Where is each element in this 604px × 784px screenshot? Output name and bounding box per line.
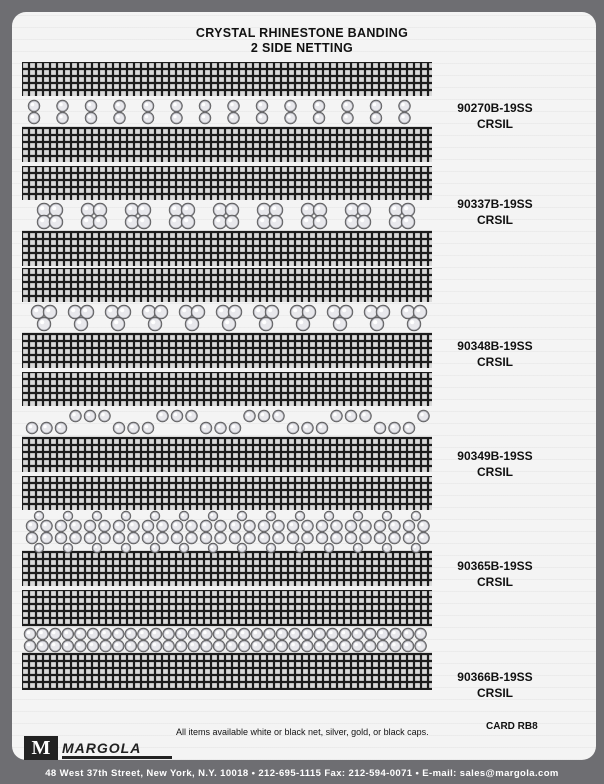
rhinestone — [24, 640, 36, 652]
rhinestone — [402, 640, 414, 652]
rhinestone — [179, 511, 189, 521]
rhinestone — [301, 640, 313, 652]
rhinestone — [55, 532, 67, 544]
rhinestone — [125, 628, 137, 640]
rhinestone — [112, 640, 124, 652]
rhinestone — [92, 511, 102, 521]
rhinestone — [171, 410, 183, 422]
rhinestone — [324, 511, 334, 521]
rhinestone — [364, 628, 376, 640]
rhinestone — [259, 317, 273, 331]
rhinestone — [98, 410, 110, 422]
rhinestone — [98, 520, 110, 532]
sample-label — [440, 448, 550, 480]
rhinestone — [243, 532, 255, 544]
rhinestone — [127, 532, 139, 544]
netting — [22, 232, 432, 266]
sample-90365B — [22, 476, 432, 586]
netting — [22, 268, 432, 302]
rhinestone — [34, 511, 44, 521]
rhinestone — [188, 628, 200, 640]
rhinestone — [288, 628, 300, 640]
rhinestone — [170, 100, 182, 112]
rhinestone — [87, 640, 99, 652]
rhinestone — [401, 215, 415, 229]
rhinestone — [55, 520, 67, 532]
item-finish: CRSIL — [477, 355, 513, 369]
rhinestone — [411, 511, 421, 521]
rhinestone — [402, 628, 414, 640]
rhinestone — [403, 422, 415, 434]
rhinestone — [171, 532, 183, 544]
rhinestone — [229, 422, 241, 434]
rhinestone — [229, 532, 241, 544]
item-code: 90348B-19SS — [457, 339, 533, 353]
item-code: 90349B-19SS — [457, 449, 533, 463]
rhinestone — [214, 422, 226, 434]
rhinestone — [301, 422, 313, 434]
rhinestone — [316, 422, 328, 434]
sample-label — [440, 558, 550, 590]
rhinestone — [351, 640, 363, 652]
margola-logo — [24, 736, 174, 760]
rhinestone — [339, 628, 351, 640]
netting — [22, 334, 432, 368]
card-number: CARD RB8 — [486, 721, 538, 732]
rhinestone — [301, 628, 313, 640]
rhinestone — [227, 112, 239, 124]
rhinestone — [398, 112, 410, 124]
rhinestone — [263, 628, 275, 640]
rhinestone — [243, 410, 255, 422]
rhinestone — [199, 112, 211, 124]
rhinestone — [148, 317, 162, 331]
rhinestone — [63, 543, 73, 553]
rhinestone — [326, 640, 338, 652]
sample-90349B — [22, 372, 432, 472]
rhinestone — [162, 640, 174, 652]
rhinestone — [49, 640, 61, 652]
rhinestone — [56, 112, 68, 124]
rhinestone — [351, 628, 363, 640]
rhinestone — [389, 640, 401, 652]
rhinestone — [238, 628, 250, 640]
rhinestone — [62, 628, 74, 640]
logo-mark-icon: M — [24, 736, 58, 760]
rhinestone — [225, 640, 237, 652]
rhinestone — [251, 640, 263, 652]
rhinestone — [225, 215, 239, 229]
rhinestone — [69, 532, 81, 544]
rhinestone — [142, 100, 154, 112]
rhinestone — [185, 410, 197, 422]
rhinestone — [417, 532, 429, 544]
rhinestone — [411, 543, 421, 553]
rhinestone — [370, 317, 384, 331]
rhinestone — [345, 410, 357, 422]
rhinestone — [99, 640, 111, 652]
rhinestone — [55, 422, 67, 434]
banding-swatch — [22, 590, 432, 690]
rhinestone — [243, 520, 255, 532]
rhinestone — [357, 215, 371, 229]
rhinestone — [295, 511, 305, 521]
rhinestone — [227, 100, 239, 112]
rhinestone — [213, 628, 225, 640]
rhinestone — [113, 532, 125, 544]
rhinestone — [364, 640, 376, 652]
rhinestone — [258, 532, 270, 544]
rhinestone — [314, 640, 326, 652]
rhinestone — [28, 112, 40, 124]
rhinestone — [127, 520, 139, 532]
banding-swatch — [22, 476, 432, 586]
rhinestone — [417, 410, 429, 422]
rhinestone — [37, 317, 51, 331]
rhinestone — [150, 640, 162, 652]
rhinestone — [237, 543, 247, 553]
rhinestone — [316, 520, 328, 532]
rhinestone — [407, 317, 421, 331]
rhinestone — [87, 628, 99, 640]
sample-90348B — [22, 268, 432, 368]
rhinestone — [137, 640, 149, 652]
banding-swatch — [22, 268, 432, 368]
sample-90337B — [22, 166, 432, 266]
rhinestone — [222, 317, 236, 331]
rhinestone — [92, 543, 102, 553]
company-address: 48 West 37th Street, New York, N.Y. 10018 • 212-695-1115 Fax: 212-594-0071 • E-mail: sales@margola.com — [45, 768, 559, 779]
rhinestone — [333, 317, 347, 331]
sample-label — [440, 100, 550, 132]
sample-label — [440, 196, 550, 228]
rhinestone — [296, 317, 310, 331]
rhinestone — [339, 640, 351, 652]
rhinestone — [258, 520, 270, 532]
rhinestone — [377, 628, 389, 640]
rhinestone — [74, 628, 86, 640]
rhinestone — [113, 112, 125, 124]
rhinestone — [49, 628, 61, 640]
rhinestone — [370, 100, 382, 112]
rhinestone — [112, 628, 124, 640]
rhinestone — [188, 640, 200, 652]
rhinestone — [258, 410, 270, 422]
rhinestone — [121, 511, 131, 521]
rhinestone — [284, 100, 296, 112]
rhinestone — [326, 628, 338, 640]
rhinestone — [142, 520, 154, 532]
rhinestone — [156, 520, 168, 532]
rhinestone — [113, 422, 125, 434]
netting — [22, 552, 432, 586]
rhinestone — [185, 317, 199, 331]
rhinestone — [276, 628, 288, 640]
rhinestone — [353, 511, 363, 521]
brand-name: MARGOLA — [62, 740, 142, 756]
rhinestone — [382, 543, 392, 553]
rhinestone — [113, 100, 125, 112]
banding-swatch — [22, 62, 432, 162]
rhinestone — [388, 422, 400, 434]
rhinestone — [374, 520, 386, 532]
rhinestone — [359, 520, 371, 532]
item-finish: CRSIL — [477, 117, 513, 131]
item-finish: CRSIL — [477, 686, 513, 700]
rhinestone — [84, 532, 96, 544]
rhinestone — [313, 215, 327, 229]
rhinestone — [316, 532, 328, 544]
rhinestone — [272, 520, 284, 532]
rhinestone — [26, 422, 38, 434]
sample-label — [440, 669, 550, 701]
rhinestone — [287, 532, 299, 544]
rhinestone — [170, 112, 182, 124]
rhinestone — [382, 511, 392, 521]
rhinestone — [34, 543, 44, 553]
netting — [22, 62, 432, 96]
rhinestone — [200, 532, 212, 544]
rhinestone — [341, 112, 353, 124]
rhinestone — [229, 520, 241, 532]
rhinestone — [330, 532, 342, 544]
netting — [22, 590, 432, 626]
rhinestone — [36, 628, 48, 640]
rhinestone — [111, 317, 125, 331]
rhinestone — [62, 640, 74, 652]
rhinestone — [142, 532, 154, 544]
rhinestone — [74, 640, 86, 652]
rhinestone — [238, 640, 250, 652]
rhinestone — [69, 520, 81, 532]
item-code: 90366B-19SS — [457, 670, 533, 684]
rhinestone — [208, 511, 218, 521]
rhinestone — [181, 215, 195, 229]
rhinestone — [345, 532, 357, 544]
rhinestone — [266, 543, 276, 553]
rhinestone — [313, 112, 325, 124]
rhinestone — [359, 532, 371, 544]
rhinestone — [127, 422, 139, 434]
rhinestone — [137, 628, 149, 640]
netting — [22, 476, 432, 510]
rhinestone — [214, 532, 226, 544]
rhinestone — [324, 543, 334, 553]
rhinestone — [403, 520, 415, 532]
rhinestone — [287, 520, 299, 532]
rhinestone — [288, 640, 300, 652]
netting — [22, 438, 432, 472]
rhinestone — [403, 532, 415, 544]
item-finish: CRSIL — [477, 465, 513, 479]
rhinestone — [374, 532, 386, 544]
rhinestone — [284, 112, 296, 124]
rhinestone — [389, 628, 401, 640]
rhinestone — [374, 422, 386, 434]
rhinestone — [56, 100, 68, 112]
rhinestone — [175, 628, 187, 640]
rhinestone — [237, 511, 247, 521]
netting — [22, 166, 432, 200]
rhinestone — [150, 543, 160, 553]
rhinestone — [85, 100, 97, 112]
rhinestone — [388, 532, 400, 544]
sample-90270B — [22, 62, 432, 162]
rhinestone — [156, 410, 168, 422]
rhinestone — [28, 100, 40, 112]
rhinestone — [40, 532, 52, 544]
rhinestone — [137, 215, 151, 229]
sample-90366B — [22, 590, 432, 690]
rhinestone — [414, 628, 426, 640]
rhinestone — [370, 112, 382, 124]
rhinestone — [142, 422, 154, 434]
rhinestone — [330, 520, 342, 532]
rhinestone — [414, 640, 426, 652]
banding-swatch — [22, 166, 432, 266]
rhinestone — [287, 422, 299, 434]
rhinestone — [199, 100, 211, 112]
rhinestone — [150, 628, 162, 640]
rhinestone — [256, 112, 268, 124]
availability-note: All items available white or black net, silver, gold, or black caps. — [176, 727, 429, 737]
rhinestone — [314, 628, 326, 640]
rhinestone — [200, 422, 212, 434]
rhinestone — [93, 215, 107, 229]
rhinestone — [276, 640, 288, 652]
rhinestone — [113, 520, 125, 532]
rhinestone — [125, 640, 137, 652]
rhinestone — [330, 410, 342, 422]
netting — [22, 128, 432, 162]
rhinestone — [341, 100, 353, 112]
rhinestone — [150, 511, 160, 521]
card-subtitle: 2 SIDE NETTING — [250, 41, 354, 55]
rhinestone — [269, 215, 283, 229]
item-code: 90365B-19SS — [457, 559, 533, 573]
rhinestone — [84, 410, 96, 422]
sample-label — [440, 338, 550, 370]
rhinestone — [142, 112, 154, 124]
rhinestone — [74, 317, 88, 331]
rhinestone — [200, 520, 212, 532]
rhinestone — [377, 640, 389, 652]
rhinestone — [214, 520, 226, 532]
rhinestone — [345, 520, 357, 532]
rhinestone — [301, 520, 313, 532]
logo-underline — [62, 756, 172, 759]
rhinestone — [49, 215, 63, 229]
netting — [22, 654, 432, 690]
rhinestone — [251, 628, 263, 640]
rhinestone — [26, 532, 38, 544]
rhinestone — [40, 422, 52, 434]
rhinestone — [85, 112, 97, 124]
rhinestone — [417, 520, 429, 532]
rhinestone — [388, 520, 400, 532]
rhinestone — [208, 543, 218, 553]
item-finish: CRSIL — [477, 575, 513, 589]
rhinestone — [263, 640, 275, 652]
rhinestone — [84, 520, 96, 532]
rhinestone — [40, 520, 52, 532]
card-title: CRYSTAL RHINESTONE BANDING — [195, 26, 409, 40]
rhinestone — [36, 640, 48, 652]
rhinestone — [26, 520, 38, 532]
rhinestone — [69, 410, 81, 422]
rhinestone — [63, 511, 73, 521]
rhinestone — [24, 628, 36, 640]
rhinestone — [266, 511, 276, 521]
rhinestone — [98, 532, 110, 544]
rhinestone — [295, 543, 305, 553]
rhinestone — [272, 532, 284, 544]
rhinestone — [121, 543, 131, 553]
rhinestone — [225, 628, 237, 640]
rhinestone — [185, 532, 197, 544]
rhinestone — [256, 100, 268, 112]
rhinestone — [156, 532, 168, 544]
rhinestone — [179, 543, 189, 553]
rhinestone — [162, 628, 174, 640]
item-code: 90337B-19SS — [457, 197, 533, 211]
rhinestone — [200, 628, 212, 640]
rhinestone — [185, 520, 197, 532]
rhinestone — [213, 640, 225, 652]
rhinestone — [171, 520, 183, 532]
netting — [22, 372, 432, 406]
rhinestone — [175, 640, 187, 652]
rhinestone — [398, 100, 410, 112]
rhinestone — [313, 100, 325, 112]
rhinestone — [200, 640, 212, 652]
rhinestone — [99, 628, 111, 640]
rhinestone — [301, 532, 313, 544]
item-finish: CRSIL — [477, 213, 513, 227]
rhinestone — [272, 410, 284, 422]
banding-swatch — [22, 372, 432, 472]
item-code: 90270B-19SS — [457, 101, 533, 115]
rhinestone — [353, 543, 363, 553]
rhinestone — [359, 410, 371, 422]
